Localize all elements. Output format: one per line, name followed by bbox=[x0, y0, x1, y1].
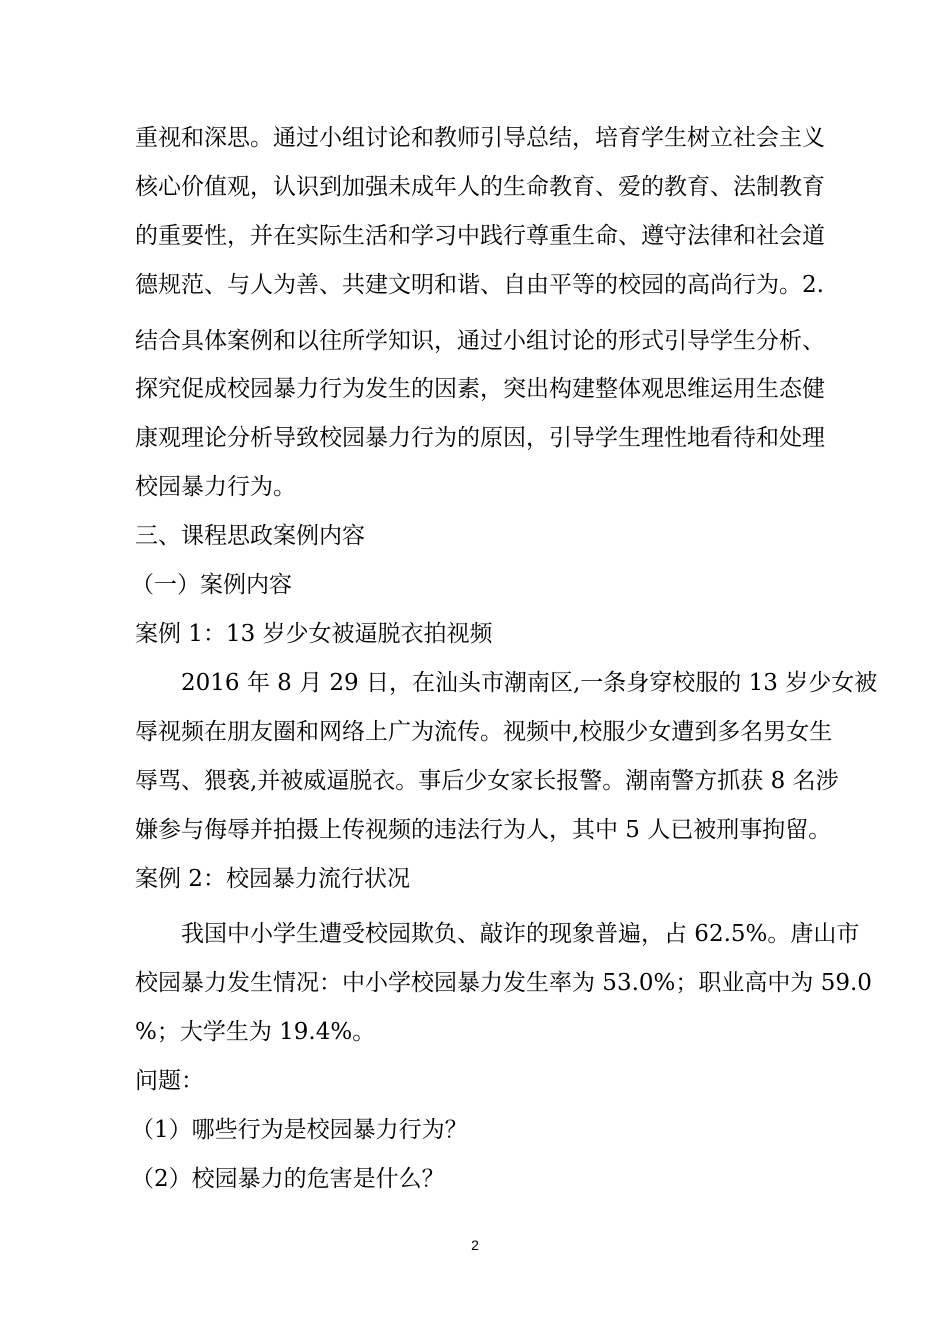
subsection-heading: （一）案例内容 bbox=[131, 572, 292, 598]
section-heading: 三、课程思政案例内容 bbox=[135, 523, 365, 549]
paragraph-objectives-line: 结合具体案例和以往所学知识，通过小组讨论的形式引导学生分析、 bbox=[135, 328, 825, 354]
paragraph-objectives-line: 的重要性，并在实际生活和学习中践行尊重生命、遵守法律和社会道 bbox=[135, 223, 825, 249]
case2-body-line: %；大学生为 19.4%。 bbox=[135, 1019, 376, 1045]
case1-body-line: 嫌参与侮辱并拍摄上传视频的违法行为人，其中 5 人已被刑事拘留。 bbox=[135, 817, 832, 843]
paragraph-objectives-line: 重视和深思。通过小组讨论和教师引导总结，培育学生树立社会主义 bbox=[135, 125, 825, 151]
paragraph-objectives-line: 核心价值观，认识到加强未成年人的生命教育、爱的教育、法制教育 bbox=[135, 174, 825, 200]
question-item: （2）校园暴力的危害是什么？ bbox=[131, 1166, 445, 1192]
case1-body-line: 辱视频在朋友圈和网络上广为流传。视频中,校服少女遭到多名男女生 bbox=[135, 719, 833, 745]
case2-body-line: 我国中小学生遭受校园欺负、敲诈的现象普遍，占 62.5%。唐山市 bbox=[181, 921, 860, 947]
paragraph-objectives-line: 德规范、与人为善、共建文明和谐、自由平等的校园的高尚行为。2. bbox=[135, 272, 824, 298]
paragraph-objectives-line: 康观理论分析导致校园暴力行为的原因，引导学生理性地看待和处理 bbox=[135, 425, 825, 451]
page-number: 2 bbox=[471, 1237, 479, 1253]
case1-body-line: 辱骂、猥亵,并被威逼脱衣。事后少女家长报警。潮南警方抓获 8 名涉 bbox=[135, 768, 839, 794]
paragraph-objectives-line: 探究促成校园暴力行为发生的因素，突出构建整体观思维运用生态健 bbox=[135, 376, 825, 402]
case2-body-line: 校园暴力发生情况：中小学校园暴力发生率为 53.0%；职业高中为 59.0 bbox=[135, 970, 872, 996]
paragraph-objectives-line: 校园暴力行为。 bbox=[135, 474, 296, 500]
questions-label: 问题： bbox=[135, 1068, 204, 1094]
case1-body-line: 2016 年 8 月 29 日，在汕头市潮南区,一条身穿校服的 13 岁少女被 bbox=[181, 670, 878, 696]
case1-title: 案例 1：13 岁少女被逼脱衣拍视频 bbox=[135, 621, 493, 647]
case2-title: 案例 2：校园暴力流行状况 bbox=[135, 866, 410, 892]
question-item: （1）哪些行为是校园暴力行为？ bbox=[131, 1117, 468, 1143]
